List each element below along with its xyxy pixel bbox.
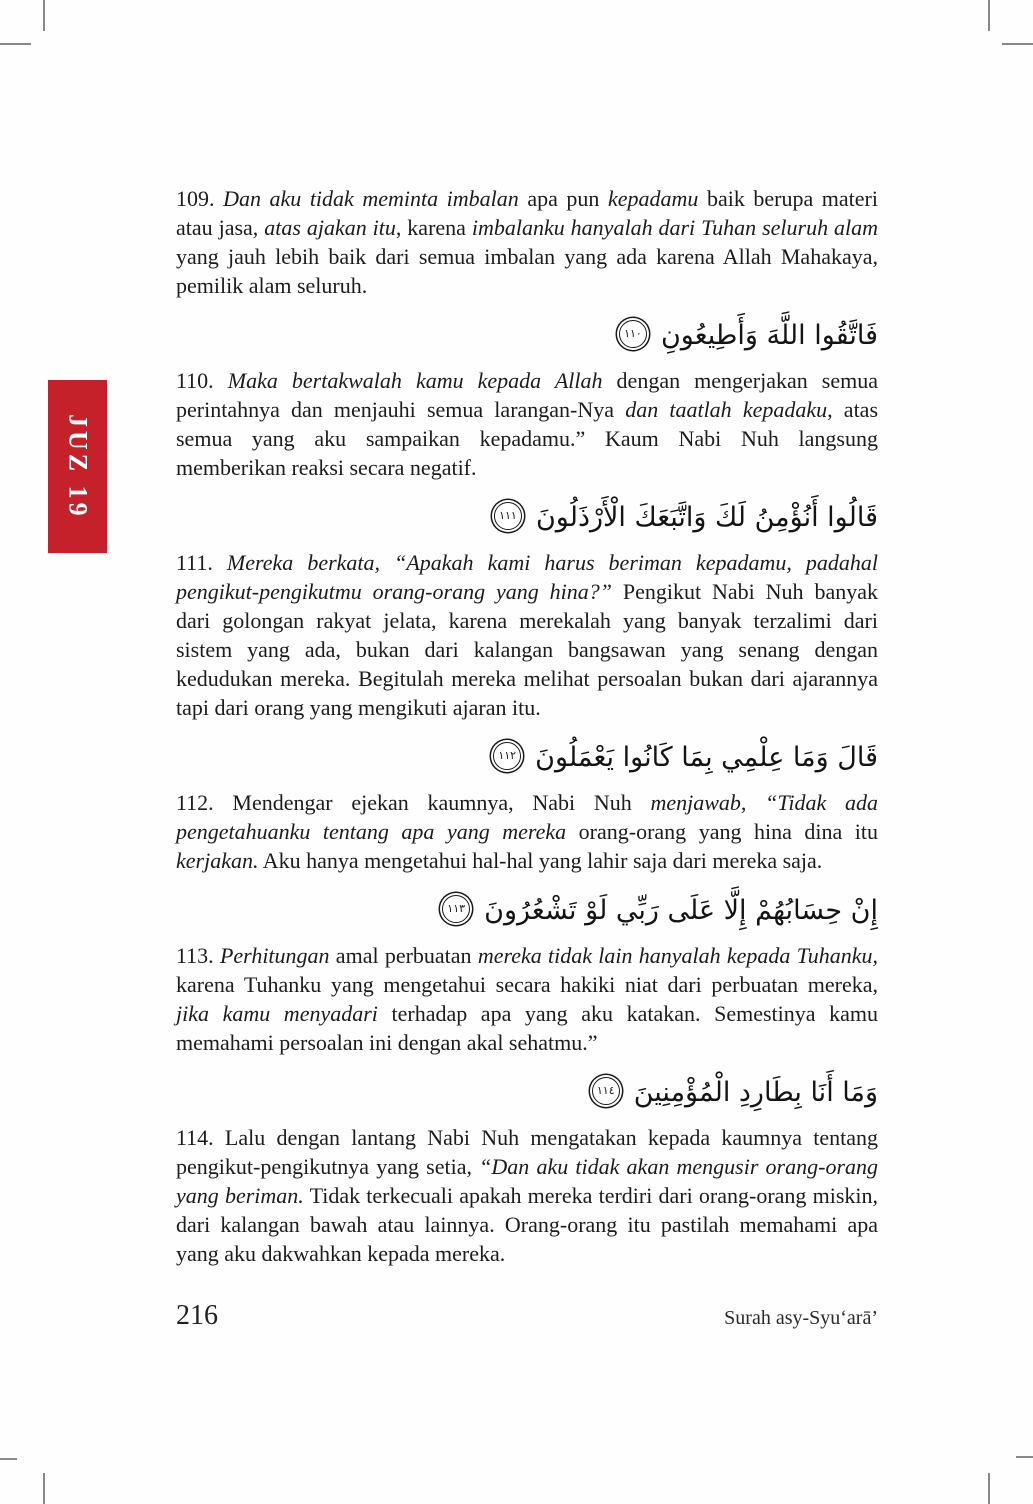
text-segment: , karena Tuhanku yang mengetahui secara hakiki niat dari perbuatan mereka, xyxy=(176,943,878,997)
text-segment-italic: dan taatlah kepadaku xyxy=(625,397,828,422)
ayah-114-end-marker xyxy=(592,1077,620,1105)
surah-title: Surah asy-Syu‘arā’ xyxy=(724,1307,878,1329)
text-segment: apa pun xyxy=(518,186,608,211)
crop-mark-top-right-horizontal xyxy=(1002,43,1033,45)
text-segment-italic: Mereka berkata, “Apakah kami harus beriman kepadamu, padahal pengikut-pengikutmu orang-orang yang hina?” xyxy=(176,550,878,604)
arabic-verse-114 xyxy=(176,1069,878,1117)
arabic-verse-110-text: فَاتَّقُوا اللَّهَ وَأَطِيعُونِ xyxy=(660,320,878,351)
text-segment: orang-orang yang hina dina itu xyxy=(566,819,878,844)
arabic-verse-112 xyxy=(176,734,878,782)
text-segment: , karena xyxy=(395,215,472,240)
ayah-114-number: ١١٤ xyxy=(596,1084,615,1097)
ayah-112-end-marker xyxy=(493,742,521,770)
arabic-verse-114-text: وَمَا أَنَا بِطَارِدِ الْمُؤْمِنِينَ xyxy=(633,1077,878,1108)
juz-tab xyxy=(48,380,107,553)
paragraph-110 xyxy=(176,366,878,482)
paragraph-113 xyxy=(176,941,878,1057)
text-segment: 114. Lalu dengan lantang Nabi Nuh mengatakan kepada kaumnya tentang pengikut-pengikutnya yang setia, xyxy=(176,1125,878,1179)
crop-mark-top-right-vertical xyxy=(988,0,990,31)
arabic-verse-110 xyxy=(176,312,878,360)
paragraph-112 xyxy=(176,788,878,875)
paragraph-109 xyxy=(176,184,878,300)
text-segment-italic: kepadamu xyxy=(607,186,699,211)
text-segment: , atas semua yang aku sampaikan kepadamu.” Kaum Nabi Nuh langsung memberikan reaksi secara negatif. xyxy=(176,397,879,480)
crop-mark-bottom-left-horizontal xyxy=(0,1458,17,1460)
text-segment-italic: jika kamu menyadari xyxy=(176,1001,378,1026)
text-segment-italic: Dan aku tidak meminta imbalan xyxy=(223,186,519,211)
text-segment: amal perbuatan xyxy=(329,943,478,968)
ayah-110-end-marker xyxy=(619,320,647,348)
text-segment: yang jauh lebih baik dari semua imbalan yang ada karena Allah Mahakaya, pemilik alam seluruh. xyxy=(176,244,878,298)
text-segment-italic: menjawab, “Tidak ada pengetahuanku tentang apa yang mereka xyxy=(176,790,878,844)
text-segment: Tidak terkecuali apakah mereka terdiri dari orang-orang miskin, dari kalangan bawah atau lainnya. Orang-orang itu pastilah memahami apa yang aku dakwahkan kepada mereka. xyxy=(176,1183,878,1266)
text-segment-italic: kerjakan. xyxy=(176,848,259,873)
text-segment-italic: Perhitungan xyxy=(219,943,330,968)
paragraph-111 xyxy=(176,548,878,722)
crop-mark-top-left-horizontal xyxy=(0,43,31,45)
arabic-verse-113 xyxy=(176,887,878,935)
text-segment: Aku hanya mengetahui hal-hal yang lahir saja dari mereka saja. xyxy=(258,848,823,873)
ayah-113-end-marker xyxy=(442,895,470,923)
crop-mark-bottom-right-vertical xyxy=(988,1473,990,1504)
text-segment: 110. xyxy=(176,368,228,393)
crop-mark-bottom-right-horizontal xyxy=(1016,1456,1033,1458)
text-segment: dengan mengerjakan semua perintahnya dan menjauhi semua larangan-Nya xyxy=(176,368,879,422)
text-segment: 111. xyxy=(176,550,227,575)
ayah-110-number: ١١٠ xyxy=(624,327,642,340)
ayah-112-number: ١١٢ xyxy=(498,749,517,762)
page-content xyxy=(176,184,878,1280)
text-segment: 113. xyxy=(176,943,220,968)
ayah-113-number: ١١٣ xyxy=(447,902,466,915)
page-number: 216 xyxy=(176,1300,218,1331)
crop-mark-top-left-vertical xyxy=(43,0,45,31)
juz-tab-label: JUZ 19 xyxy=(63,413,93,520)
text-segment-italic: “Dan aku tidak akan mengusir orang-orang yang beriman. xyxy=(176,1154,878,1208)
ayah-111-number: ١١١ xyxy=(499,509,517,522)
text-segment-italic: atas ajakan itu xyxy=(264,215,396,240)
ayah-111-end-marker xyxy=(494,502,522,530)
arabic-verse-111 xyxy=(176,494,878,542)
text-segment: Pengikut Nabi Nuh banyak dari golongan rakyat jelata, karena merekalah yang banyak terzalimi dari sistem yang ada, bukan dari kalangan bangsawan yang senang dengan kedudukan mereka. Begitulah mereka melihat persoalan bukan dari ajarannya tapi dari orang yang mengikuti ajaran itu. xyxy=(176,579,878,720)
arabic-verse-111-text: قَالُوا أَنُؤْمِنُ لَكَ وَاتَّبَعَكَ الْأَرْذَلُونَ xyxy=(535,502,878,533)
crop-mark-bottom-left-vertical xyxy=(43,1473,45,1504)
text-segment: baik berupa materi atau jasa, xyxy=(176,186,878,240)
text-segment: 109. xyxy=(176,186,224,211)
text-segment-italic: Maka bertakwalah kamu kepada Allah xyxy=(227,368,603,393)
paragraph-114 xyxy=(176,1123,878,1268)
arabic-verse-113-text: إِنْ حِسَابُهُمْ إِلَّا عَلَى رَبِّي لَوْ تَشْعُرُونَ xyxy=(484,895,878,926)
arabic-verse-112-text: قَالَ وَمَا عِلْمِي بِمَا كَانُوا يَعْمَلُونَ xyxy=(535,742,878,773)
text-segment: 112. Mendengar ejekan kaumnya, Nabi Nuh xyxy=(176,790,651,815)
text-segment: terhadap apa yang aku katakan. Semestinya kamu memahami persoalan ini dengan akal sehatmu.” xyxy=(176,1001,878,1055)
text-segment-italic: imbalanku hanyalah dari Tuhan seluruh alam xyxy=(471,215,878,240)
page-footer xyxy=(176,1300,878,1332)
text-segment-italic: mereka tidak lain hanyalah kepada Tuhanku xyxy=(477,943,873,968)
